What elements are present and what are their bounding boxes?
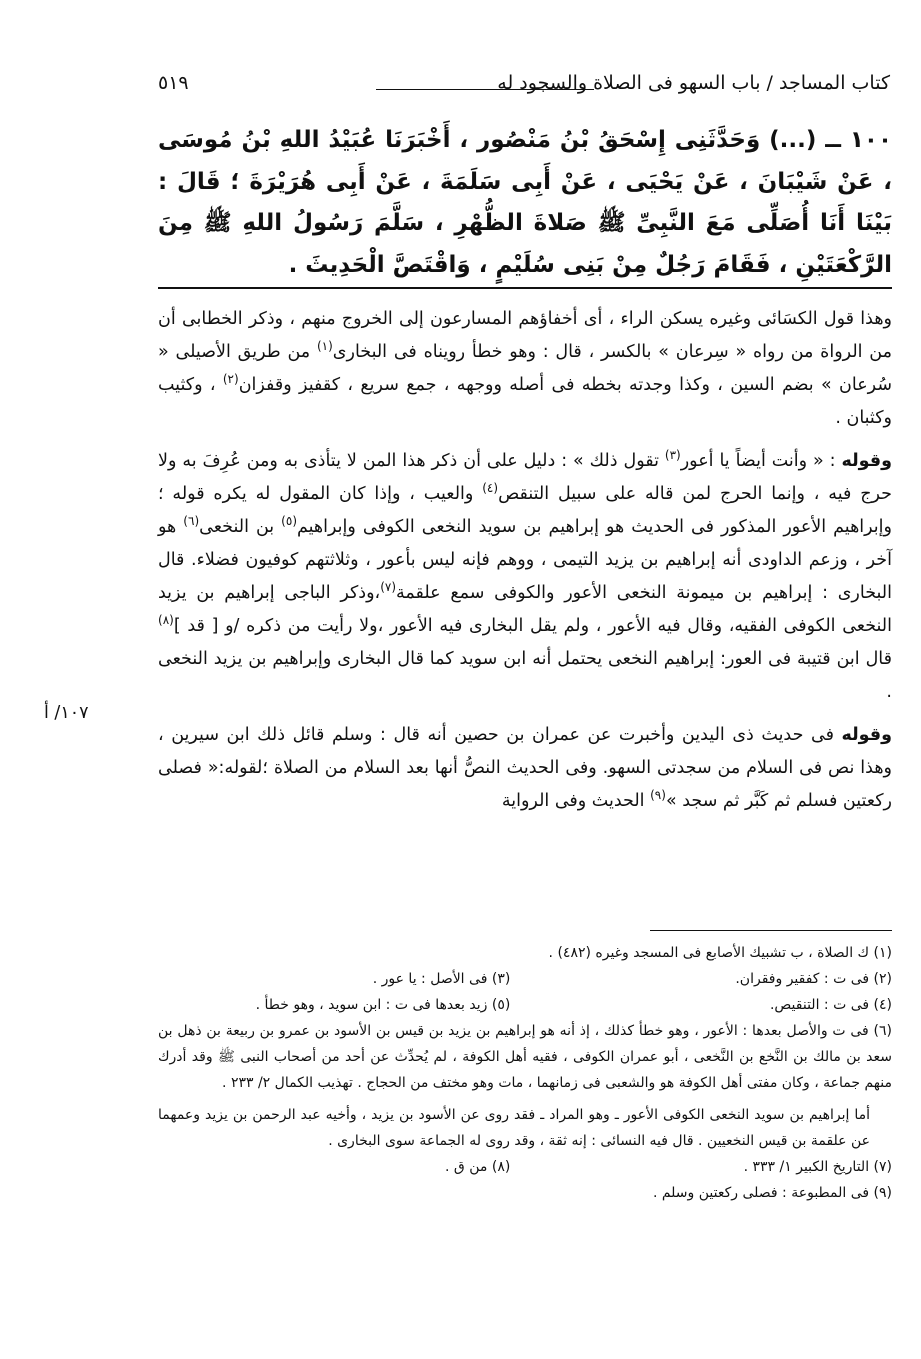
footnote-8: (٨) من ق . — [445, 1159, 511, 1175]
commentary-paragraph-3 — [158, 719, 892, 818]
footnote-ref-3: (٣) — [664, 448, 681, 463]
footnote-ref-4: (٤) — [482, 481, 499, 496]
running-title: كتاب المساجد / باب السهو فى الصلاة والسجود له — [497, 72, 890, 94]
section-divider — [158, 287, 892, 289]
commentary-text: ،وذكر الباجى إبراهيم بن يزيد النخعى الكوفى الفقيه، وقال فيه الأعور ، ولم يقل البخارى فيه الأعور ،ولا رأيت من ذكره /و [ قد ] — [158, 583, 892, 636]
commentary-text: وهذا قول الكسَائى وغيره يسكن الراء ، أى أخفاؤهم المسارعون إلى الخروج منهم ، وذكر الخطابى أن من الرواة من رواه « سِرعان » بالكسر ، قال : وهو خطأ رويناه فى البخارى — [158, 309, 892, 362]
commentary-text: هو آخر ، وزعم الداودى أنه إبراهيم بن يزيد التيمى ، ووهم فإنه ليس بأعور ، وثلاثتهم كوفيون فضلاء. قال البخارى : إبراهيم بن ميمونة النخعى الأعور والكوفى سمع علقمة — [158, 517, 892, 603]
footnote-ref-9: (٩) — [650, 788, 666, 803]
footnote-7: (٧) التاريخ الكبير ١/ ٣٣٣ . — [743, 1159, 892, 1175]
manuscript-folio-note: ١٠٧/ أ — [44, 703, 89, 723]
commentary-text: بن النخعى — [199, 517, 282, 537]
footnote-row — [158, 1154, 892, 1180]
footnote-3: (٣) فى الأصل : يا عور . — [372, 971, 511, 987]
footnote-ref-5: (٥) — [281, 514, 297, 529]
footnote-9: (٩) فى المطبوعة : فصلى ركعتين وسلم . — [652, 1185, 892, 1201]
commentary-text: الحديث وفى الرواية — [501, 791, 651, 811]
footnote-divider — [650, 930, 892, 931]
footnote-1: (١) ك الصلاة ، ب تشبيك الأصابع فى المسجد وغيره (٤٨٢) . — [548, 945, 892, 961]
commentary-text: من طريق الأصيلى « سُرعان » بضم السين ، وكذا وجدته بخطه فى أصله ووجهه ، جمع سريع ، كقفيز وقفزان — [158, 342, 892, 395]
commentary-text: والعيب ، وإذا كان المقول له يكره قوله ؛ وإبراهيم الأعور المذكور فى الحديث هو إبراهيم بن سويد النخعى الكوفى وإبراهيم — [158, 484, 892, 537]
footnote-ref-1: (١) — [316, 339, 333, 354]
commentary-text: تقول ذلك » : دليل على أن ذكر هذا المن لا يتأذى به ومن عُرِفَ به ولا حرج فيه ، وإنما الحرج لمن قاله على سبيل التنقص — [158, 451, 892, 504]
footnote-row — [158, 966, 892, 992]
page-number: ٥١٩ — [158, 72, 189, 94]
header-rule — [376, 89, 594, 90]
footnote-6: (٦) فى ت والأصل بعدها : الأعور ، وهو خطأ كذلك ، إذ أنه هو إبراهيم بن يزيد بن قيس بن الأسود بن عمرو بن ربيعة بن ذهل بن سعد بن مالك بن النَّخع بن النَّخعى ، أبو عمران الكوفى ، فقيه أهل الكوفة ، لم يُحدِّث عن أحد من أصحاب النبى ﷺ وقد أدرك منهم جماعة ، وكان مفتى أهل الكوفة هو والشعبى فى زمانهما ، مات وهو مختف من الحجاج . تهذيب الكمال ٢/ ٢٣٣ . — [158, 1023, 892, 1091]
running-header — [158, 70, 890, 100]
footnote-2: (٢) فى ت : كفقير وفقران. — [735, 971, 892, 987]
commentary-text: قال ابن قتيبة فى العور: إبراهيم النخعى يحتمل أنه ابن سويد كما قال البخارى وإبراهيم بن يزيد النخعى . — [158, 649, 892, 702]
commentary-paragraph-2 — [158, 445, 892, 709]
commentary-text: فى حديث ذى اليدين وأخبرت عن عمران بن حصين أنه قال : وسلم قائل ذلك ابن سيرين ، وهذا نص فى السلام من سجدتى السهو. وفى الحديث النصُّ أنها بعد السلام من الصلاة ؛لقوله:« فصلى ركعتين فسلم ثم كَبَّر ثم سجد » — [158, 725, 892, 811]
commentary — [158, 303, 892, 828]
commentary-text: : « وأنت أيضاً يا أعور — [680, 451, 842, 471]
commentary-paragraph-1 — [158, 303, 892, 435]
keyword-qawluhu: وقوله — [841, 451, 892, 471]
hadith-text: ١٠٠ ــ (...) وَحَدَّثَنِى إِسْحَقُ بْنُ مَنْصُور ، أَخْبَرَنَا عُبَيْدُ اللهِ بْنُ مُوسَى ، عَنْ شَيْبَانَ ، عَنْ يَحْيَى ، عَنْ أَبِى سَلَمَةَ ، عَنْ أَبِى هُرَيْرَةَ ؛ قَالَ : بَيْنَا أَنَا أُصَلِّى مَعَ النَّبِىِّ ﷺ صَلاةَ الظُّهْرِ ، سَلَّمَ رَسُولُ اللهِ ﷺ مِنَ الرَّكْعَتَيْنِ ، فَقَامَ رَجُلٌ مِنْ بَنِى سُلَيْمٍ ، وَاقْتَصَّ الْحَدِيثَ . — [158, 127, 892, 278]
commentary-text: ، وكثيب وكثبان . — [158, 375, 892, 428]
footnote-ref-7: (٧) — [380, 580, 397, 595]
footnote-ref-2: (٢) — [222, 372, 239, 387]
footnote-ref-8: (٨) — [158, 613, 174, 628]
footnote-5: (٥) زيد بعدها فى ت : ابن سويد ، وهو خطأ . — [255, 997, 511, 1013]
keyword-qawluhu: وقوله — [841, 725, 892, 745]
footnotes — [158, 940, 892, 1206]
footnote-ref-6: (٦) — [183, 514, 200, 529]
footnote-4: (٤) فى ت : التنقيص. — [769, 997, 892, 1013]
footnote-6-continuation: أما إبراهيم بن سويد النخعى الكوفى الأعور ـ وهو المراد ـ فقد روى عن الأسود بن يزيد ، وأخيه عبد الرحمن بن يزيد وعمهما عن علقمة بن قيس النخعيين . قال فيه النسائى : إنه ثقة ، وقد روى له الجماعة سوى البخارى . — [158, 1107, 870, 1149]
footnote-row — [158, 992, 892, 1018]
